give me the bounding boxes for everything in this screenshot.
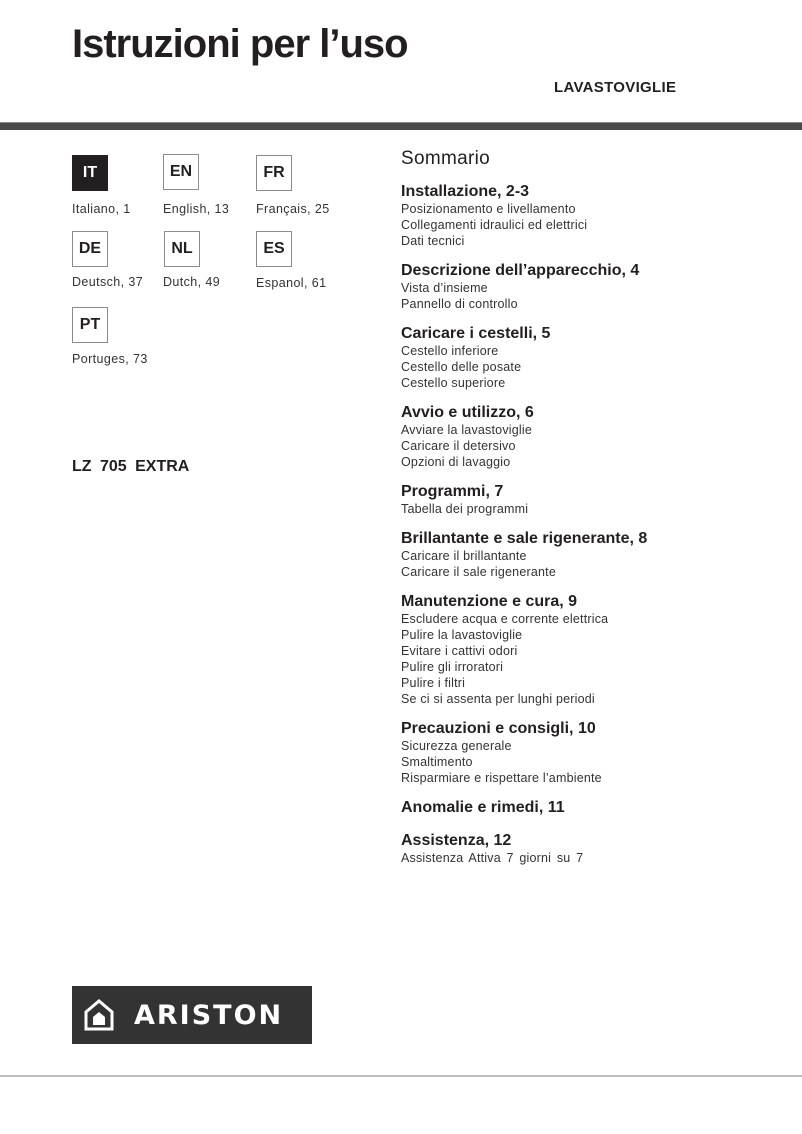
toc-section-precauzioni — [401, 719, 781, 786]
lang-button-fr[interactable]: FR — [256, 155, 292, 191]
toc-section-title[interactable]: Assistenza, 12 — [401, 832, 512, 849]
toc-section-title[interactable]: Anomalie e rimedi, 11 — [401, 799, 565, 816]
toc-section-manutenzione — [401, 592, 781, 707]
toc-section-title[interactable]: Avvio e utilizzo, 6 — [401, 404, 534, 421]
toc-section-title[interactable]: Precauzioni e consigli, 10 — [401, 720, 596, 737]
lang-label-es: Espanol, 61 — [256, 276, 327, 290]
toc-section-descrizione — [401, 261, 781, 312]
house-icon — [82, 998, 116, 1032]
lang-label-pt: Portuges, 73 — [72, 352, 148, 366]
toc-section-programmi — [401, 482, 781, 517]
toc-item: Cestello inferiore — [401, 344, 499, 358]
lang-button-pt[interactable]: PT — [72, 307, 108, 343]
lang-button-nl[interactable]: NL — [164, 231, 200, 267]
toc-item: Caricare il brillantante — [401, 549, 527, 563]
toc-item: Escludere acqua e corrente elettrica — [401, 612, 609, 626]
footer-divider — [0, 1075, 802, 1077]
toc-item: Pulire gli irroratori — [401, 660, 504, 674]
toc-item: Pulire la lavastoviglie — [401, 628, 523, 642]
toc-item: Avviare la lavastoviglie — [401, 423, 533, 437]
toc-item: Cestello delle posate — [401, 360, 522, 374]
lang-label-de: Deutsch, 37 — [72, 275, 144, 289]
lang-button-it[interactable]: IT — [72, 155, 108, 191]
lang-label-nl: Dutch, 49 — [163, 275, 221, 289]
lang-button-de[interactable]: DE — [72, 231, 108, 267]
toc-item: Risparmiare e rispettare l’ambiente — [401, 771, 602, 785]
toc-item: Sicurezza generale — [401, 739, 512, 753]
toc-item: Cestello superiore — [401, 376, 506, 390]
toc-item: Opzioni di lavaggio — [401, 455, 511, 469]
lang-label-fr: Français, 25 — [256, 202, 330, 216]
lang-button-es[interactable]: ES — [256, 231, 292, 267]
toc-section-avvio — [401, 403, 781, 470]
lang-button-en[interactable]: EN — [163, 154, 199, 190]
toc-item: Pulire i filtri — [401, 676, 466, 690]
toc-item: Pannello di controllo — [401, 297, 518, 311]
table-of-contents — [401, 148, 781, 878]
toc-section-title[interactable]: Descrizione dell’apparecchio, 4 — [401, 262, 640, 279]
header-divider-bar — [0, 122, 802, 130]
ariston-logo — [72, 986, 312, 1044]
toc-item: Caricare il detersivo — [401, 439, 516, 453]
toc-section-title[interactable]: Installazione, 2-3 — [401, 183, 530, 200]
toc-item: Caricare il sale rigenerante — [401, 565, 556, 579]
product-category: LAVASTOVIGLIE — [554, 79, 677, 96]
lang-label-it: Italiano, 1 — [72, 202, 131, 216]
toc-section-assistenza — [401, 831, 781, 866]
toc-item: Assistenza Attiva 7 giorni su 7 — [401, 851, 584, 865]
toc-section-brillantante — [401, 529, 781, 580]
toc-section-title[interactable]: Caricare i cestelli, 5 — [401, 325, 551, 342]
toc-item: Evitare i cattivi odori — [401, 644, 518, 658]
brand-name: ARISTON — [134, 999, 284, 1031]
toc-section-title[interactable]: Programmi, 7 — [401, 483, 504, 500]
toc-heading: Sommario — [401, 148, 490, 169]
toc-section-caricare-cestelli — [401, 324, 781, 391]
toc-section-installazione — [401, 182, 781, 249]
model-name: LZ 705 EXTRA — [72, 458, 190, 475]
toc-item: Se ci si assenta per lunghi periodi — [401, 692, 595, 706]
lang-label-en: English, 13 — [163, 202, 230, 216]
toc-item: Collegamenti idraulici ed elettrici — [401, 218, 588, 232]
toc-section-title[interactable]: Manutenzione e cura, 9 — [401, 593, 578, 610]
toc-item: Vista d’insieme — [401, 281, 488, 295]
toc-section-anomalie — [401, 798, 781, 817]
toc-item: Posizionamento e livellamento — [401, 202, 576, 216]
toc-item: Tabella dei programmi — [401, 502, 529, 516]
toc-item: Dati tecnici — [401, 234, 465, 248]
toc-section-title[interactable]: Brillantante e sale rigenerante, 8 — [401, 530, 648, 547]
document-title: Istruzioni per l’uso — [72, 22, 408, 66]
toc-item: Smaltimento — [401, 755, 473, 769]
